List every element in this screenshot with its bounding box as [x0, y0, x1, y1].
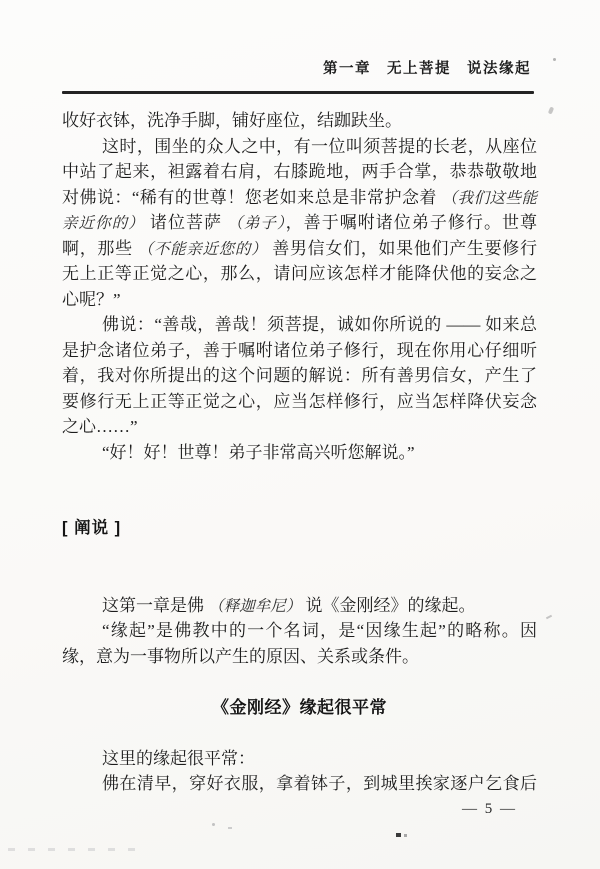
text-line	[62, 746, 537, 772]
text-line	[62, 210, 537, 236]
section-heading	[62, 695, 537, 721]
text-segment: 《金刚经》缘起很平常	[212, 697, 387, 717]
text-segment: 中站了起来，袒露着右肩，右膝跪地，两手合掌，恭恭敬敬地	[62, 162, 537, 181]
body-text	[62, 108, 537, 822]
text-line	[62, 644, 537, 670]
scan-speck	[404, 834, 407, 837]
scan-speck	[546, 615, 552, 620]
text-line	[62, 440, 537, 466]
text-segment: 啊，那些	[62, 238, 138, 258]
section-label	[62, 516, 537, 542]
text-line	[62, 134, 537, 160]
text-segment: 无上正等正觉之心，那么，请问应该怎样才能降伏他的妄念之	[62, 264, 537, 283]
text-line	[62, 389, 537, 415]
blank-line	[62, 542, 537, 568]
scan-smudge	[8, 848, 138, 851]
scan-speck	[228, 827, 232, 829]
text-segment: “好！好！世尊！弟子非常高兴听您解说。”	[102, 442, 415, 462]
text-line	[62, 593, 537, 619]
text-line	[62, 261, 537, 287]
text-line	[62, 185, 537, 211]
blank-line	[62, 567, 537, 593]
text-segment: 说《金刚经》的缘起。	[301, 595, 476, 615]
scan-speck	[548, 107, 554, 115]
blank-line	[62, 669, 537, 695]
text-line	[62, 287, 537, 313]
annotation-segment: （释迦牟尼）	[208, 597, 302, 615]
annotation-segment: （不能亲近您的）	[137, 240, 268, 258]
text-segment: 这时，围坐的众人之中，有一位叫须菩提的长老，从座位	[102, 136, 537, 156]
text-segment: 诸位菩萨	[144, 213, 228, 232]
text-line	[62, 414, 537, 440]
text-segment: “缘起”是佛教中的一个名词，是“因缘生起”的略称。因	[102, 621, 537, 640]
text-segment: 要修行无上正等正觉之心，应当怎样修行，应当怎样降伏妄念	[62, 391, 537, 411]
text-line	[62, 618, 537, 644]
annotation-segment: 亲近你的）	[62, 215, 145, 232]
scan-speck	[212, 823, 215, 826]
text-segment: 收好衣钵，洗净手脚，铺好座位，结跏趺坐。	[62, 111, 402, 130]
scan-speck	[396, 833, 401, 837]
text-segment: 对佛说：“稀有的世尊！您老如来总是非常护念着	[62, 187, 442, 207]
text-line	[62, 363, 537, 389]
text-segment: [ 阐说 ]	[62, 519, 122, 537]
text-segment: 佛说：“善哉，善哉！须菩提，诚如你所说的 —— 如来总	[102, 315, 537, 334]
text-line	[62, 108, 537, 134]
text-segment: — 5 —	[462, 800, 517, 817]
text-line	[62, 312, 537, 338]
running-header: 第一章 无上菩提 说法缘起	[323, 61, 531, 77]
annotation-segment: （我们这些能	[441, 189, 537, 207]
blank-line	[62, 465, 537, 491]
text-segment: 佛在清早，穿好衣服，拿着钵子，到城里挨家逐户乞食后	[102, 774, 537, 793]
blank-line	[62, 720, 537, 746]
page-number	[62, 797, 537, 823]
scan-speck	[553, 58, 556, 61]
text-segment: 着，我对你所提出的这个问题的解说：所有善男信女，产生了	[62, 366, 537, 385]
text-segment: 心呢？”	[62, 289, 121, 309]
blank-line	[62, 491, 537, 517]
text-segment: 是护念诸位弟子，善于嘱咐诸位弟子修行，现在你用心仔细听	[62, 340, 537, 360]
text-segment: ，善于嘱咐诸位弟子修行。世尊	[285, 213, 537, 232]
text-line	[62, 236, 537, 262]
header-rule	[62, 91, 534, 94]
text-segment: 这第一章是佛	[102, 595, 209, 615]
annotation-segment: （弟子）	[227, 215, 286, 232]
text-segment: 之心……”	[62, 417, 138, 436]
text-segment: 这里的缘起很平常：	[102, 748, 255, 768]
text-line	[62, 159, 537, 185]
text-segment: 缘，意为一事物所以产生的原因、关系或条件。	[62, 646, 419, 666]
text-line	[62, 771, 537, 797]
text-line	[62, 338, 537, 364]
text-segment: 善男信女们，如果他们产生要修行	[267, 238, 537, 258]
